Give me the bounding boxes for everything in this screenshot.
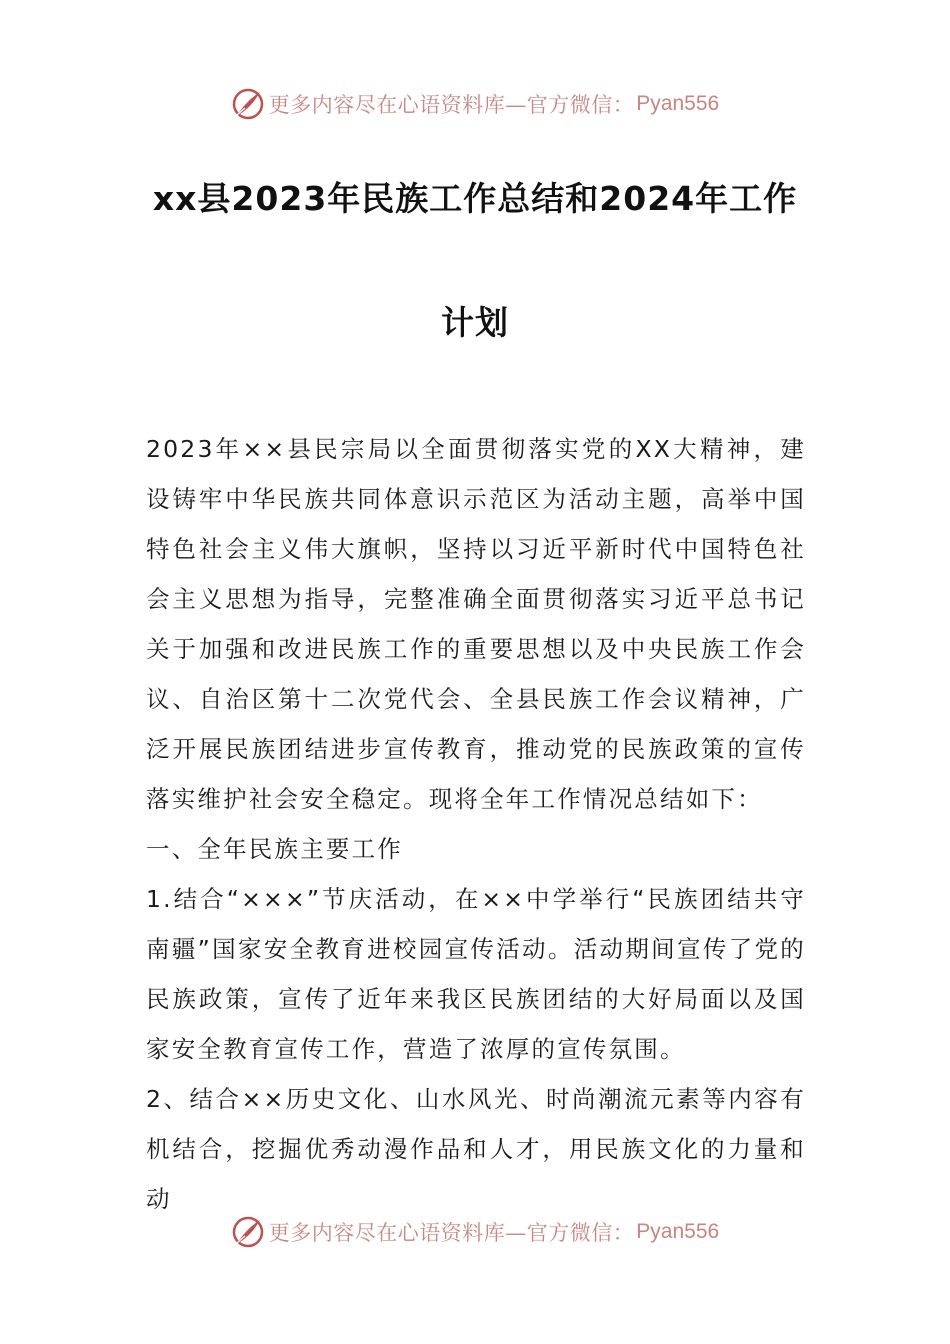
watermark-wechat-id: Pyan556 xyxy=(636,1220,720,1243)
watermark-text: 更多内容尽在心语资料库—官方微信： xyxy=(268,93,635,117)
item-paragraph-2: 2、结合××历史文化、山水风光、时尚潮流元素等内容有机结合，挖掘优秀动漫作品和人才，用民族文化的力量和动 xyxy=(146,1085,806,1213)
quill-logo-icon xyxy=(231,1215,265,1249)
quill-logo-icon xyxy=(231,87,265,121)
document-body xyxy=(146,424,806,1224)
watermark-text: 更多内容尽在心语资料库—官方微信： xyxy=(268,1221,635,1245)
watermark-wechat-id: Pyan556 xyxy=(636,92,720,115)
document-title: xx县2023年民族工作总结和2024年工作 xyxy=(152,179,798,218)
watermark-header xyxy=(0,84,950,124)
item-paragraph-1: 1.结合“×××”节庆活动，在××中学举行“民族团结共守南疆”国家安全教育进校园宣传活动。活动期间宣传了党的民族政策，宣传了近年来我区民族团结的大好局面以及国家安全教育宣传工作，营造了浓厚的宣传氛围。 xyxy=(146,885,806,1063)
document-title-continued: 计划 xyxy=(441,303,509,342)
intro-paragraph: 2023年××县民宗局以全面贯彻落实党的XX大精神，建设铸牢中华民族共同体意识示范区为活动主题，高举中国特色社会主义伟大旗帜，坚持以习近平新时代中国特色社会主义思想为指导，完整准确全面贯彻落实习近平总书记关于加强和改进民族工作的重要思想以及中央民族工作会议、自治区第十二次党代会、全县民族工作会议精神，广泛开展民族团结进步宣传教育，推动党的民族政策的宣传落实维护社会安全稳定。现将全年工作情况总结如下： xyxy=(146,435,806,813)
section-heading: 一、全年民族主要工作 xyxy=(146,835,403,863)
watermark-footer xyxy=(0,1212,950,1252)
